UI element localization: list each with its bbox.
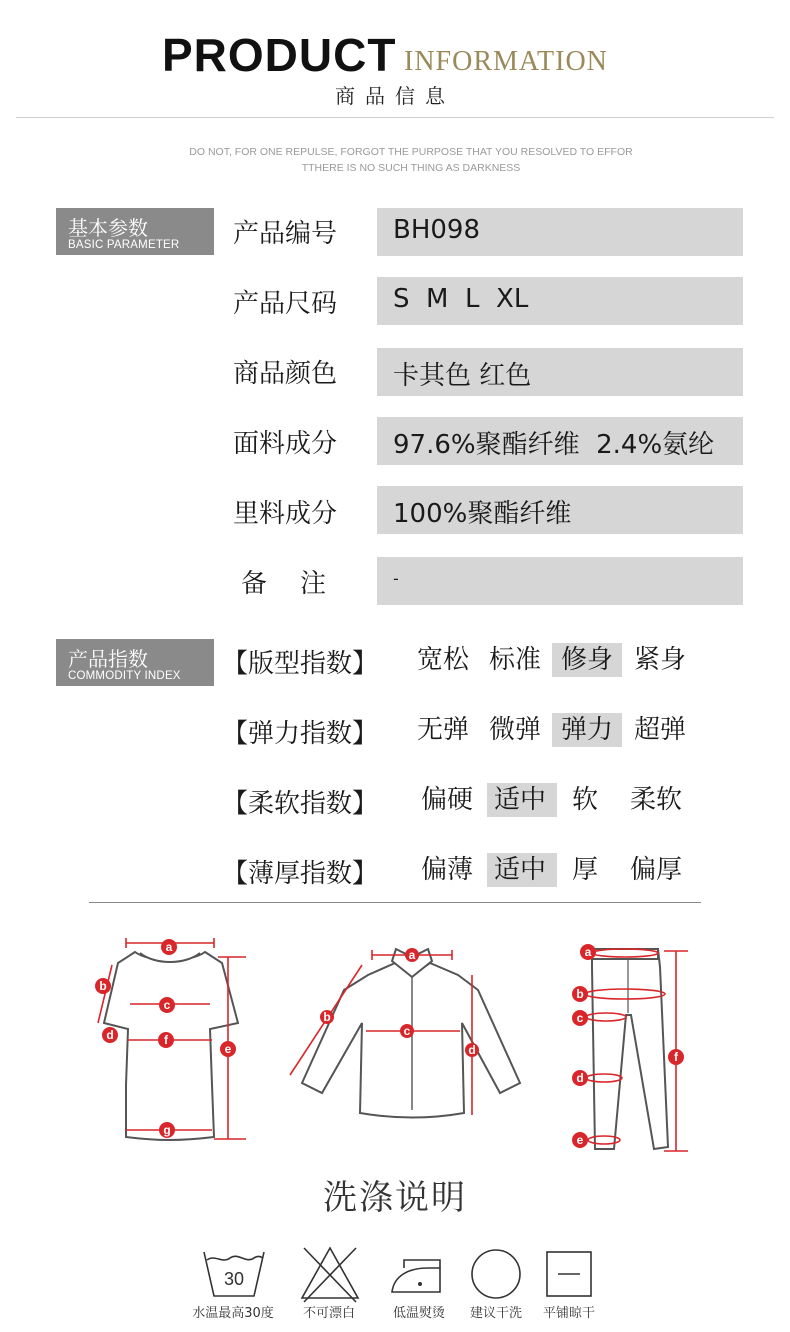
param-value-size-text: S M L XL (393, 284, 529, 314)
param-value-code (377, 208, 743, 256)
thick-option-medium-selected: 适中 (487, 853, 557, 887)
pants-marker-d-text: d (576, 1071, 584, 1085)
shirt-marker-c-text: c (403, 1024, 411, 1038)
dress-marker-f-text: f (164, 1033, 168, 1047)
care-label-no-bleach: 不可漂白 (302, 1306, 355, 1321)
shirt-outline (302, 963, 520, 1118)
index-label-cn: 产品指数 (68, 647, 148, 671)
param-value-fabric-text: 97.6%聚酯纤维 2.4%氨纶 (393, 430, 715, 460)
index-label-softness: 【柔软指数】 (222, 789, 379, 819)
dress-marker-d-text: d (106, 1028, 114, 1042)
wash-temp-text: 30 (223, 1269, 245, 1289)
pants-marker-f-text: f (674, 1050, 678, 1064)
dress-diagram (95, 938, 246, 1140)
pants-diagram (572, 944, 688, 1151)
shirt-marker-b-text: b (323, 1010, 331, 1024)
param-value-color (377, 348, 743, 396)
fit-option-slim-selected: 修身 (552, 643, 622, 677)
index-label-fit: 【版型指数】 (222, 649, 379, 679)
param-value-color-text: 卡其色 红色 (393, 361, 532, 391)
wash-30-icon (204, 1252, 264, 1296)
measurement-diagrams (0, 905, 790, 1165)
tagline-line2: TTHERE IS NO SUCH THING AS DARKNESS (301, 162, 521, 174)
param-label-code: 产品编号 (233, 219, 338, 249)
dress-marker-e-text: e (224, 1042, 232, 1056)
pants-marker-c-text: c (576, 1011, 584, 1025)
param-value-lining (377, 486, 743, 534)
param-label-color: 商品颜色 (233, 359, 338, 389)
thick-option-thick: 厚 (572, 855, 599, 885)
elastic-option-super: 超弹 (634, 715, 687, 745)
param-value-remark-text: - (393, 569, 399, 588)
fit-option-standard: 标准 (489, 645, 542, 675)
basic-parameter-label (56, 208, 214, 255)
soft-option-hard: 偏硬 (421, 785, 474, 815)
param-label-size: 产品尺码 (233, 289, 338, 319)
care-label-wash: 水温最高30度 (192, 1306, 274, 1321)
header-divider (16, 117, 774, 118)
fit-option-tight: 紧身 (634, 645, 687, 675)
tagline-line1: DO NOT, FOR ONE REPULSE, FORGOT THE PURPOSE THAT YOU RESOLVED TO EFFOR (189, 146, 633, 158)
commodity-index-label (56, 639, 214, 686)
shirt-marker-a-text: a (408, 948, 416, 962)
header-subtitle-cn: 商品信息 (335, 84, 455, 108)
care-title: 洗涤说明 (323, 1178, 467, 1218)
pants-outline (592, 949, 668, 1149)
basic-label-en: BASIC PARAMETER (68, 239, 180, 251)
care-label-dry-flat: 平铺晾干 (542, 1306, 595, 1321)
elastic-option-elastic-selected: 弹力 (552, 713, 622, 747)
no-bleach-icon (302, 1248, 358, 1302)
thick-option-thin: 偏薄 (421, 855, 474, 885)
dress-marker-g-text: g (163, 1123, 171, 1137)
low-iron-icon (392, 1260, 440, 1292)
param-value-lining-text: 100%聚酯纤维 (393, 499, 572, 529)
dress-marker-c-text: c (163, 998, 171, 1012)
param-value-remark (377, 557, 743, 605)
shirt-diagram (290, 948, 520, 1118)
index-label-en: COMMODITY INDEX (68, 670, 181, 682)
care-label-low-iron: 低温熨烫 (392, 1306, 445, 1321)
param-label-lining: 里料成分 (233, 499, 338, 529)
header-title: PRODUCT (162, 29, 397, 81)
dry-flat-icon (547, 1252, 591, 1296)
dry-clean-icon (472, 1250, 520, 1298)
param-value-code-text: BH098 (393, 215, 481, 245)
soft-option-soft: 软 (572, 785, 599, 815)
param-value-size (377, 277, 743, 325)
dress-marker-b-text: b (99, 979, 107, 993)
elastic-option-slight: 微弹 (489, 715, 542, 745)
param-label-remark: 备 注 (241, 569, 327, 599)
elastic-option-none: 无弹 (417, 715, 470, 745)
index-label-elasticity: 【弹力指数】 (222, 719, 379, 749)
shirt-marker-d-text: d (468, 1043, 476, 1057)
param-value-fabric (377, 417, 743, 465)
soft-option-medium-selected: 适中 (487, 783, 557, 817)
thick-option-very-thick: 偏厚 (630, 855, 683, 885)
care-label-dry-clean: 建议干洗 (469, 1306, 522, 1321)
header-subtitle-en: INFORMATION (404, 46, 608, 77)
section-divider (89, 902, 701, 903)
pants-marker-a-text: a (584, 945, 592, 959)
index-label-thickness: 【薄厚指数】 (222, 859, 379, 889)
dress-marker-a-text: a (165, 940, 173, 954)
basic-label-cn: 基本参数 (68, 216, 148, 240)
pants-marker-e-text: e (576, 1133, 584, 1147)
care-icons (0, 1240, 790, 1310)
fit-option-loose: 宽松 (417, 645, 470, 675)
param-label-fabric: 面料成分 (233, 429, 338, 459)
soft-option-very-soft: 柔软 (630, 785, 683, 815)
pants-marker-b-text: b (576, 987, 584, 1001)
